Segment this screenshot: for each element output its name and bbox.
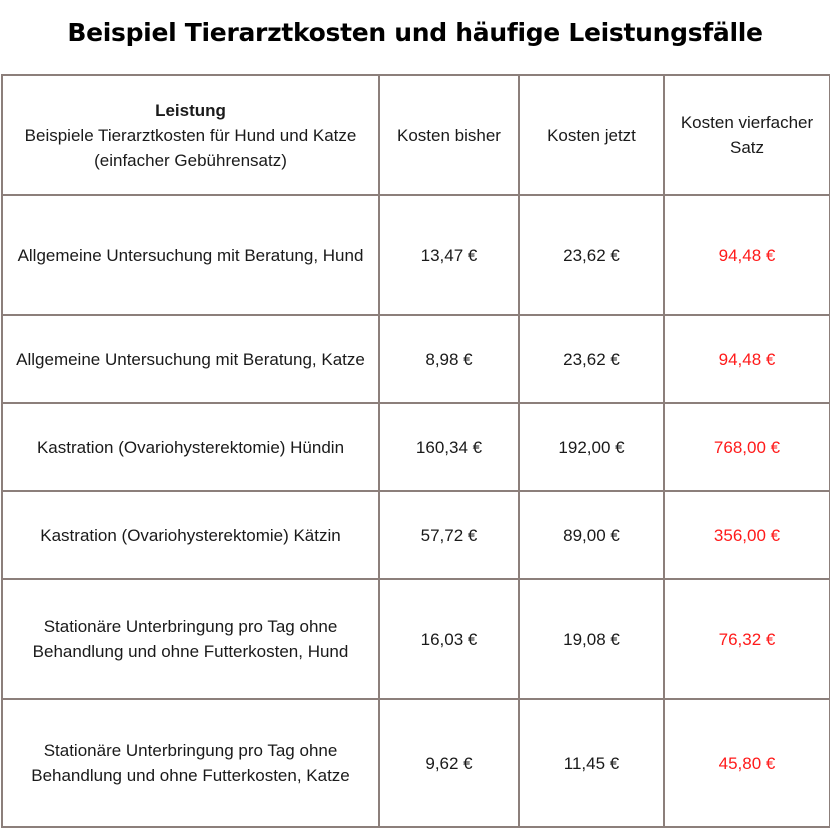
- service-cell: Kastration (Ovariohysterektomie) Hündin: [2, 403, 379, 491]
- column-header-cost-fourfold: Kosten vierfacher Satz: [664, 75, 830, 195]
- cost-fourfold-cell: 45,80 €: [664, 699, 830, 827]
- cost-fourfold-cell: 94,48 €: [664, 195, 830, 315]
- page-title: Beispiel Tierarztkosten und häufige Leistungsfälle: [67, 18, 763, 47]
- service-cell: Kastration (Ovariohysterektomie) Kätzin: [2, 491, 379, 579]
- cost-before-cell: 57,72 €: [379, 491, 519, 579]
- service-cell: Allgemeine Untersuchung mit Beratung, Hund: [2, 195, 379, 315]
- cost-fourfold-cell: 356,00 €: [664, 491, 830, 579]
- service-cell: Stationäre Unterbringung pro Tag ohne Behandlung und ohne Futterkosten, Katze: [2, 699, 379, 827]
- table-row: [2, 195, 830, 315]
- cost-now-cell: 23,62 €: [519, 315, 664, 403]
- table-row: [2, 699, 830, 827]
- table-row: [2, 579, 830, 699]
- table-row: [2, 403, 830, 491]
- cost-fourfold-cell: 94,48 €: [664, 315, 830, 403]
- service-cell: Allgemeine Untersuchung mit Beratung, Katze: [2, 315, 379, 403]
- cost-before-cell: 13,47 €: [379, 195, 519, 315]
- column-header-cost-before: Kosten bisher: [379, 75, 519, 195]
- service-header-title: Leistung: [155, 100, 226, 120]
- table-row: [2, 491, 830, 579]
- service-header-subtitle: Beispiele Tierarztkosten für Hund und Katze (einfacher Gebührensatz): [24, 125, 357, 170]
- cost-now-cell: 11,45 €: [519, 699, 664, 827]
- cost-now-cell: 192,00 €: [519, 403, 664, 491]
- column-header-service: [2, 75, 379, 195]
- service-cell: Stationäre Unterbringung pro Tag ohne Behandlung und ohne Futterkosten, Hund: [2, 579, 379, 699]
- cost-before-cell: 9,62 €: [379, 699, 519, 827]
- cost-table: [1, 74, 830, 828]
- column-header-cost-now: Kosten jetzt: [519, 75, 664, 195]
- table-row: [2, 315, 830, 403]
- cost-before-cell: 8,98 €: [379, 315, 519, 403]
- cost-fourfold-cell: 76,32 €: [664, 579, 830, 699]
- table-header-row: [2, 75, 830, 195]
- cost-fourfold-cell: 768,00 €: [664, 403, 830, 491]
- cost-now-cell: 89,00 €: [519, 491, 664, 579]
- cost-before-cell: 160,34 €: [379, 403, 519, 491]
- cost-before-cell: 16,03 €: [379, 579, 519, 699]
- cost-now-cell: 19,08 €: [519, 579, 664, 699]
- cost-now-cell: 23,62 €: [519, 195, 664, 315]
